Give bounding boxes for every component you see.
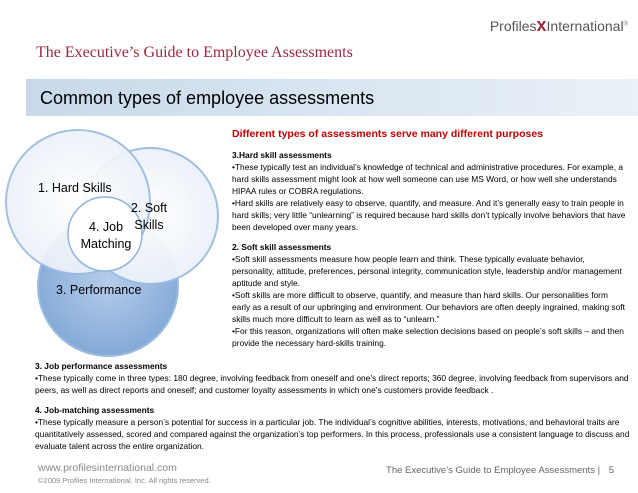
job-matching-label-line2: Matching <box>80 237 132 251</box>
soft-skills-label-line2: Skills <box>134 218 164 232</box>
hard-skill-title: 3.Hard skill assessments <box>232 150 332 160</box>
footer-guide-info <box>386 465 614 476</box>
logo-text-left: Profiles <box>489 18 537 34</box>
job-matching-label-line1: 4. Job <box>88 220 124 234</box>
logo-x-mark: x <box>536 15 547 35</box>
job-matching-bullet: •These typically measure a person’s potential for success in a particular job. The individual’s cognitive abilities, interests, motivations, and behavioral traits are quantitatively assessed, scored and compared against the organization’s top performers. In this process, professionals use a consistent language to discuss and evaluate talent across the entire organization. <box>35 417 630 451</box>
assessment-types-text <box>232 128 627 349</box>
page-number: 5 <box>608 465 614 476</box>
slide-title-banner <box>26 79 638 116</box>
slide-title: Common types of employee assessments <box>40 88 375 108</box>
job-performance-bullet: •These typically come in three types: 180 degree, involving feedback from oneself and one’s direct reports; 360 degree, involving feedback from supervisors and peers, as well as direct reports and oneself; and customer loyalty assessments in which one’s customers provide feedback . <box>35 373 629 395</box>
footer-copyright: ©2009 Profiles International, Inc. All rights reserved. <box>38 476 211 485</box>
performance-label: 3. Performance <box>56 283 142 297</box>
soft-skill-bullet-3: •For this reason, organizations will often make selection decisions based on people’s soft skills – and then provide the necessary hard-skills training. <box>232 326 624 348</box>
logo-text-right: International <box>546 18 624 34</box>
soft-skills-label-line1: 2. Soft <box>130 201 168 215</box>
soft-skill-bullet-1: •Soft skill assessments measure how people learn and think. These typically evaluate behavior, personality, attitude, preferences, personal integrity, communication style, leadership and/or management aptitude and style. <box>232 254 622 288</box>
assessment-venn-diagram <box>0 128 230 368</box>
job-performance-title: 3. Job performance assessments <box>35 361 168 371</box>
assessment-types-bottom-text <box>35 360 630 452</box>
footer-website-link[interactable]: www.profilesinternational.com <box>38 462 177 474</box>
company-logo <box>490 15 628 36</box>
hard-skills-label: 1. Hard Skills <box>38 181 112 195</box>
soft-skills-label <box>128 200 170 234</box>
hard-skill-bullet-1: •These typically test an individual’s knowledge of technical and administrative procedures. For example, a hard skills assessment might look at how well someone can use MS Word, or how well she understands HIPAA rules or COBRA regulations. <box>232 162 624 196</box>
footer-guide-title: The Executive’s Guide to Employee Assessments <box>386 465 595 476</box>
document-title: The Executive’s Guide to Employee Assessments <box>36 44 353 61</box>
job-matching-label <box>80 219 132 253</box>
job-matching-title: 4. Job-matching assessments <box>35 405 155 415</box>
soft-skill-title: 2. Soft skill assessments <box>232 242 332 252</box>
soft-skill-bullet-2: •Soft skills are more difficult to observe, quantify, and measure than hard skills. Our personalities form early as a result of our upbringing and environment. Our behaviors are often deeply ingrained, making soft skills much more difficult to learn as well as to “unlearn.” <box>232 290 625 324</box>
hard-skill-bullet-2: •Hard skills are relatively easy to observe, quantify, and measure. And it’s generally easy to train people in hard skills; very little “unlearning” is required because hard skills don’t typically involve behaviors that have been developed over many years. <box>232 198 626 232</box>
footer-separator: | <box>597 465 601 476</box>
section-heading: Different types of assessments serve many different purposes <box>232 128 544 140</box>
registered-mark: ® <box>623 21 628 28</box>
